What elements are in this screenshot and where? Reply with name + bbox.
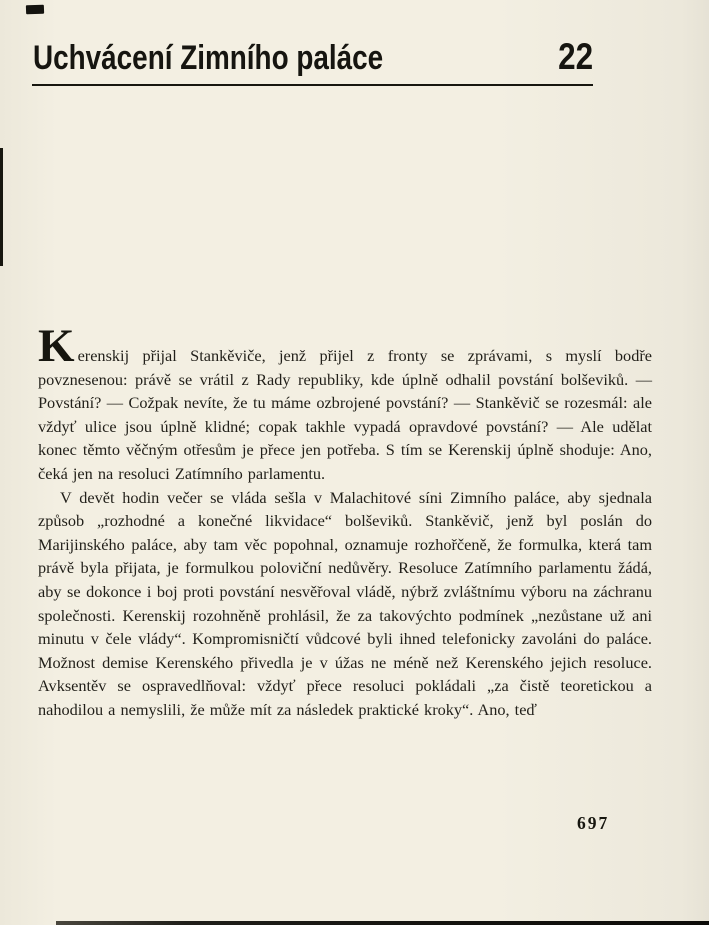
- chapter-header: [33, 38, 593, 75]
- scan-artifact-top-left: [26, 5, 44, 15]
- paragraph-1: [38, 320, 652, 486]
- chapter-number: 22: [558, 36, 593, 77]
- page-number: 697: [577, 813, 610, 833]
- chapter-title: Uchvácení Zimního paláce: [33, 39, 384, 77]
- header-rule: [32, 84, 593, 86]
- scan-artifact-bottom-edge: [56, 921, 709, 925]
- text-block: [38, 320, 652, 722]
- paragraph-2: V devět hodin večer se vláda sešla v Malachitové síni Zimního paláce, aby sjednala způsob „rozhodné a konečné likvidace“ bolševiků. Stankěvič, jenž byl poslán do Marijinského paláce, aby tam věc popohnal, oznamuje rozhořčeně, že formulka, která tam právě byla přijata, je formulkou poloviční nedůvěry. Resoluce Zatímního parlamentu žádá, aby se dokonce i boj proti povstání nesvěřoval vládě, nýbrž zvláštnímu výboru na záchranu společnosti. Kerenskij rozohněně prohlásil, že za takovýchto podmínek „nezůstane už ani minutu v čele vlády“. Kompromisničtí vůdcové byli ihned telefonicky zavoláni do paláce. Možnost demise Kerenského přivedla je v úžas ne méně než Kerenského jejich resoluce. Avksentěv se ospravedlňoval: vždyť přece resoluci pokládali „za čistě teoretickou a nahodilou a nemyslili, že může mít za následek praktické kroky“. Ano, teď: [38, 487, 652, 719]
- scan-artifact-left-edge: [0, 148, 3, 266]
- paragraph-1-text: erenskij přijal Stankěviče, jenž přijel z fronty se zprávami, s myslí bodře povznesenou: právě se vrátil z Rady republiky, kde úplně odhalil povstání bolševiků. — Povstání? — Cožpak nevíte, že tu máme ozbrojené povstání? — Stankěvič se rozesmál: ale vždyť ulice jsou úplně klidné; copak takhle vypadá opravdové povstání? — Ale udělat konec těmto věčným otřesům je přece jen potřeba. S tím se Kerenskij úplně shoduje: Ano, čeká jen na resoluci Zatímního parlamentu.: [38, 346, 652, 483]
- drop-cap-initial: K: [38, 320, 75, 372]
